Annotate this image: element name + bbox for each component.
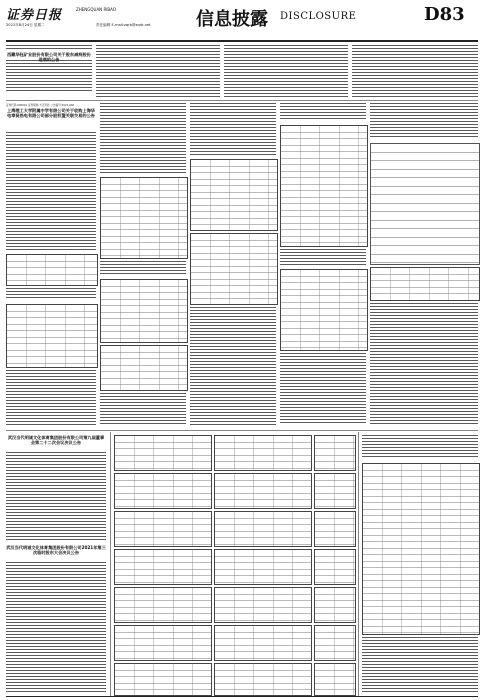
- text-column: [100, 261, 186, 275]
- data-table: [114, 473, 212, 509]
- column-divider: [110, 432, 111, 696]
- data-table: [362, 463, 480, 635]
- data-table: [214, 435, 312, 471]
- text-column: [6, 132, 96, 250]
- article-code-line: 证券代码:600601 证券简称:方正科技 公告编号:2021-040: [6, 104, 75, 107]
- data-table: [214, 549, 312, 585]
- data-table: [190, 233, 278, 305]
- data-table: [100, 177, 188, 259]
- data-table: [314, 625, 356, 661]
- data-table: [114, 587, 212, 623]
- data-table: [100, 345, 188, 391]
- text-column: [280, 103, 366, 121]
- article-headline: 武汉当代明诚文化体育集团股份有限公司第九届董事会第二十二次会议决议公告: [7, 435, 105, 446]
- text-column: [362, 637, 478, 694]
- text-column: [6, 288, 96, 300]
- data-table: [114, 435, 212, 471]
- data-table: [314, 511, 356, 547]
- data-table: [214, 511, 312, 547]
- text-column: [280, 249, 366, 265]
- text-column: [352, 45, 478, 99]
- column-divider: [358, 432, 359, 696]
- info-form-table: [370, 143, 480, 265]
- band-divider: [6, 100, 478, 101]
- bottom-rule: [6, 696, 478, 697]
- data-table: [280, 269, 368, 351]
- article-headline: 西藏华钰矿业股份有限公司关于股东减持股份进展的公告: [7, 52, 91, 62]
- data-table: [114, 625, 212, 661]
- text-column: [6, 562, 106, 694]
- text-column: [100, 103, 186, 173]
- data-table: [314, 473, 356, 509]
- text-column: [6, 60, 92, 92]
- data-table: [114, 663, 212, 696]
- text-column: [100, 393, 186, 425]
- text-column: [224, 45, 348, 99]
- data-table: [6, 304, 98, 368]
- text-column: [362, 435, 478, 459]
- masthead: [0, 0, 484, 44]
- data-table: [314, 549, 356, 585]
- data-table: [190, 159, 278, 231]
- logo-subtitle: ZHENGQUAN RIBAO: [76, 7, 116, 12]
- text-column: [370, 303, 478, 425]
- text-column: [190, 307, 276, 425]
- newspaper-logo: 证券日报: [6, 8, 63, 23]
- page-number: D83: [424, 4, 465, 25]
- section-title-cn: 信息披露: [196, 9, 268, 30]
- article-headline: 上海理工大学附属中学有限公司关于收购上海华电奉贤热电有限公司部分股权暨关联交易的公告: [7, 108, 95, 119]
- text-column: [6, 370, 96, 426]
- data-table: [114, 549, 212, 585]
- data-table: [314, 435, 356, 471]
- text-column: [96, 45, 220, 99]
- text-column: [280, 353, 366, 425]
- data-table: [214, 663, 312, 696]
- data-table: [314, 587, 356, 623]
- data-table: [314, 663, 356, 696]
- article-headline: 武汉当代明诚文化体育集团股份有限公司2021年第三次临时股东大会决议公告: [6, 545, 106, 556]
- masthead-rule: [6, 40, 478, 42]
- date-line: 2021年8月24日 星期二: [6, 23, 45, 27]
- data-table: [280, 125, 368, 247]
- text-column: [6, 452, 106, 540]
- data-table: [114, 511, 212, 547]
- section-title-en: DISCLOSURE: [280, 11, 357, 22]
- edition-info: 责任编辑 E-mail:zqrb@zqrb.net: [96, 23, 151, 27]
- text-column: [6, 45, 92, 51]
- data-table: [214, 473, 312, 509]
- band-divider: [6, 430, 478, 431]
- text-column: [370, 103, 478, 139]
- text-column: [190, 103, 276, 155]
- data-table: [214, 587, 312, 623]
- data-table: [100, 279, 188, 343]
- data-table: [6, 254, 98, 286]
- data-table: [214, 625, 312, 661]
- data-table: [370, 267, 480, 301]
